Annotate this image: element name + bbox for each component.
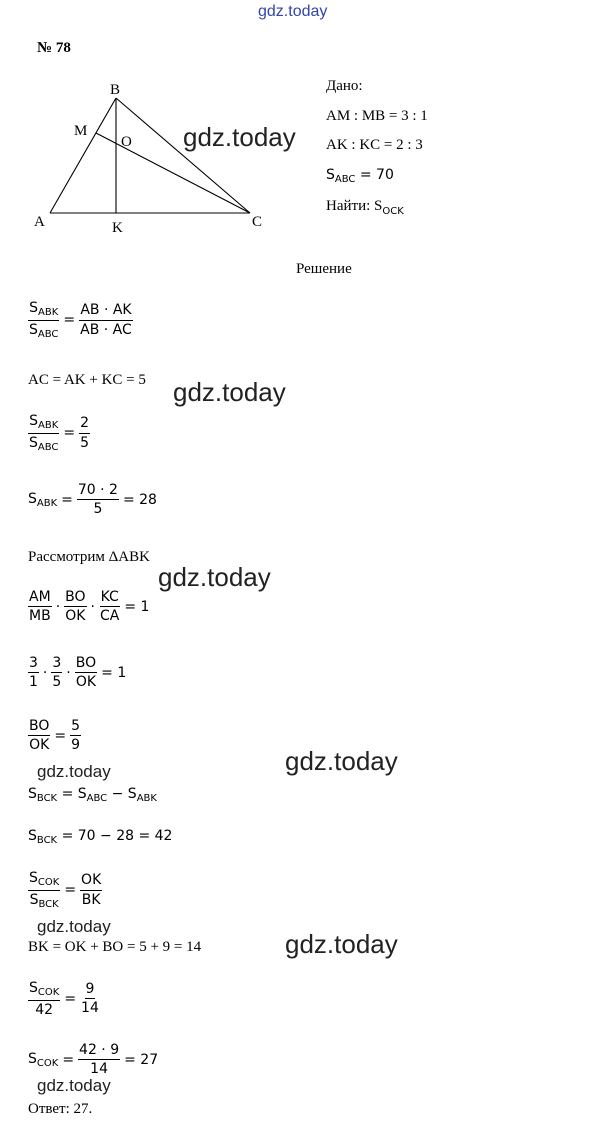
watermark: gdz.today [158,562,271,592]
watermark-top: gdz.today [258,3,328,20]
label-k: K [112,220,123,236]
step-1: $\frac{S_{ABK}}{S_{ABC}}$ = $\frac{AB \cdot AK}{AB \cdot AC}$ [29,300,132,340]
step-6: $\frac{AM}{MB}$ · $\frac{BO}{OK}$ · $\frac{KC}{CA}$ = 1 [29,589,150,625]
label-b: B [110,82,121,98]
problem-number: № 78 [37,40,71,56]
step-3: $\frac{S_{ABK}}{S_{ABC}}$ = $\frac{2}{5}$ [29,413,90,453]
step-14: $S_{COK}$ = $\frac{42 \cdot 9}{14}$ = 27 [28,1042,159,1078]
label-c: C [252,214,263,230]
given-title: Дано: [326,78,363,94]
watermark: gdz.today [37,1076,111,1095]
step-12: BK = OK + BO = 5 + 9 = 14 [28,939,202,955]
solution-title: Решение [296,261,352,277]
label-a: A [34,214,45,230]
given-line-2: AK : KC = 2 : 3 [326,137,423,153]
segment-cm [96,133,250,213]
side-ab [50,98,116,213]
watermark: gdz.today [285,746,398,776]
side-bc [116,98,250,213]
watermark: gdz.today [285,929,398,959]
answer: Ответ: 27. [28,1101,93,1117]
label-o: O [121,134,132,150]
watermark: gdz.today [37,917,111,936]
step-8: $\frac{BO}{OK}$ = $\frac{5}{9}$ [29,718,81,754]
label-m: M [74,123,88,139]
watermark: gdz.today [37,762,111,781]
watermark: gdz.today [173,377,286,407]
given-line-3: $S_{ABC} = 70$ [326,167,394,185]
step-13: $\frac{S_{COK}}{42}$ = $\frac{9}{14}$ [29,980,99,1018]
step-11: $\frac{S_{COK}}{S_{BCK}}$ = $\frac{OK}{BK}$ [29,870,102,910]
step-5: Рассмотрим ΔABK [28,549,150,565]
triangle-figure [28,78,278,238]
step-7: $\frac{3}{1}$ · $\frac{3}{5}$ · $\frac{BO}{OK}$ = 1 [29,655,127,691]
watermark: gdz.today [183,122,296,152]
step-2: AC = AK + KC = 5 [28,372,146,388]
step-10: $S_{BCK} = 70 - 28 = 42$ [28,828,173,846]
step-4: $S_{ABK}$ = $\frac{70 \cdot 2}{5}$ = 28 [28,482,157,518]
given-line-1: AM : MB = 3 : 1 [326,108,428,124]
step-9: $S_{BCK} = S_{ABC} - S_{ABK}$ [28,786,157,804]
given-find: Найти: $S_{OCK}$ [326,198,404,217]
